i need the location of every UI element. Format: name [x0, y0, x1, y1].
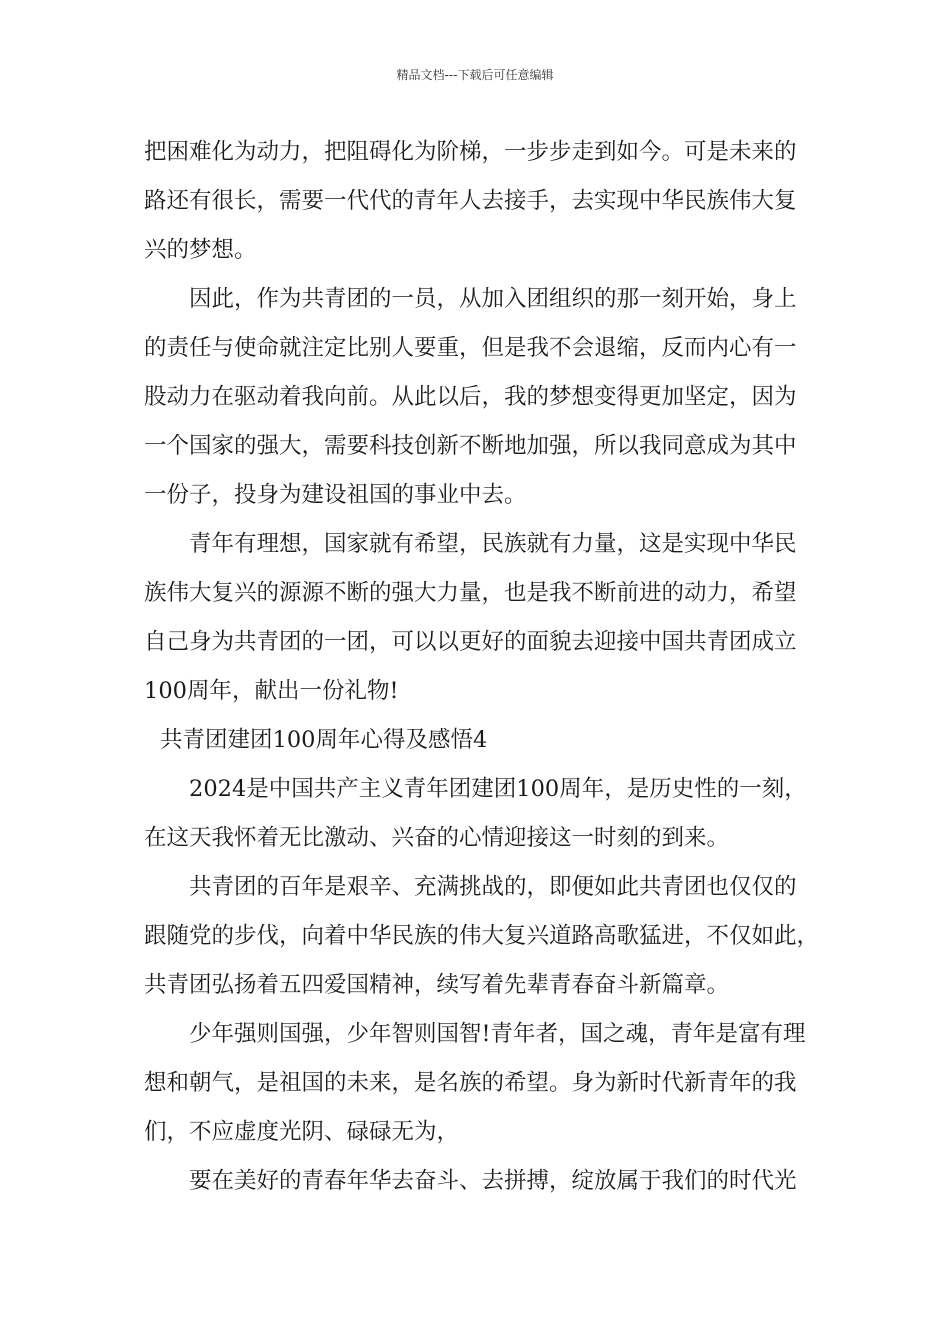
- text-line: 想和朝气，是祖国的未来，是名族的希望。身为新时代新青年的我: [144, 1070, 797, 1096]
- text-line: 一个国家的强大，需要科技创新不断地加强，所以我同意成为其中: [144, 433, 797, 459]
- text-line: 因此，作为共青团的一员，从加入团组织的那一刻开始，身上: [189, 286, 797, 312]
- page-header: 精品文档---下载后可任意编辑: [396, 68, 554, 82]
- text-line: 们，不应虚度光阴、碌碌无为，: [144, 1119, 460, 1145]
- text-line: 100周年，献出一份礼物!: [144, 678, 399, 704]
- text-line: 路还有很长，需要一代代的青年人去接手，去实现中华民族伟大复: [144, 188, 797, 214]
- text-line: 自己身为共青团的一团，可以以更好的面貌去迎接中国共青团成立: [144, 629, 797, 655]
- text-line: 兴的梦想。: [144, 237, 257, 263]
- text-line: 跟随党的步伐，向着中华民族的伟大复兴道路高歌猛进，不仅如此，: [144, 923, 820, 949]
- text-line: 共青团弘扬着五四爱国精神，续写着先辈青春奋斗新篇章。: [144, 972, 730, 998]
- text-line: 要在美好的青春年华去奋斗、去拼搏，绽放属于我们的时代光: [189, 1168, 797, 1194]
- text-line: 把困难化为动力，把阻碍化为阶梯，一步步走到如今。可是未来的: [144, 139, 797, 165]
- text-line: 在这天我怀着无比激动、兴奋的心情迎接这一时刻的到来。: [144, 825, 730, 851]
- text-line: 族伟大复兴的源源不断的强大力量，也是我不断前进的动力，希望: [144, 580, 797, 606]
- text-line: 共青团的百年是艰辛、充满挑战的，即便如此共青团也仅仅的: [189, 874, 797, 900]
- text-line: 股动力在驱动着我向前。从此以后，我的梦想变得更加坚定，因为: [144, 384, 797, 410]
- document-body: [144, 128, 824, 1206]
- text-line: 青年有理想，国家就有希望，民族就有力量，这是实现中华民: [189, 531, 797, 557]
- text-line: 的责任与使命就注定比别人要重，但是我不会退缩，反而内心有一: [144, 335, 797, 361]
- text-line: 2024是中国共产主义青年团建团100周年，是历史性的一刻，: [189, 776, 807, 802]
- text-line: 少年强则国强，少年智则国智!青年者，国之魂，青年是富有理: [189, 1021, 806, 1047]
- section-heading: 共青团建团100周年心得及感悟4: [160, 727, 488, 753]
- text-line: 一份子，投身为建设祖国的事业中去。: [144, 482, 527, 508]
